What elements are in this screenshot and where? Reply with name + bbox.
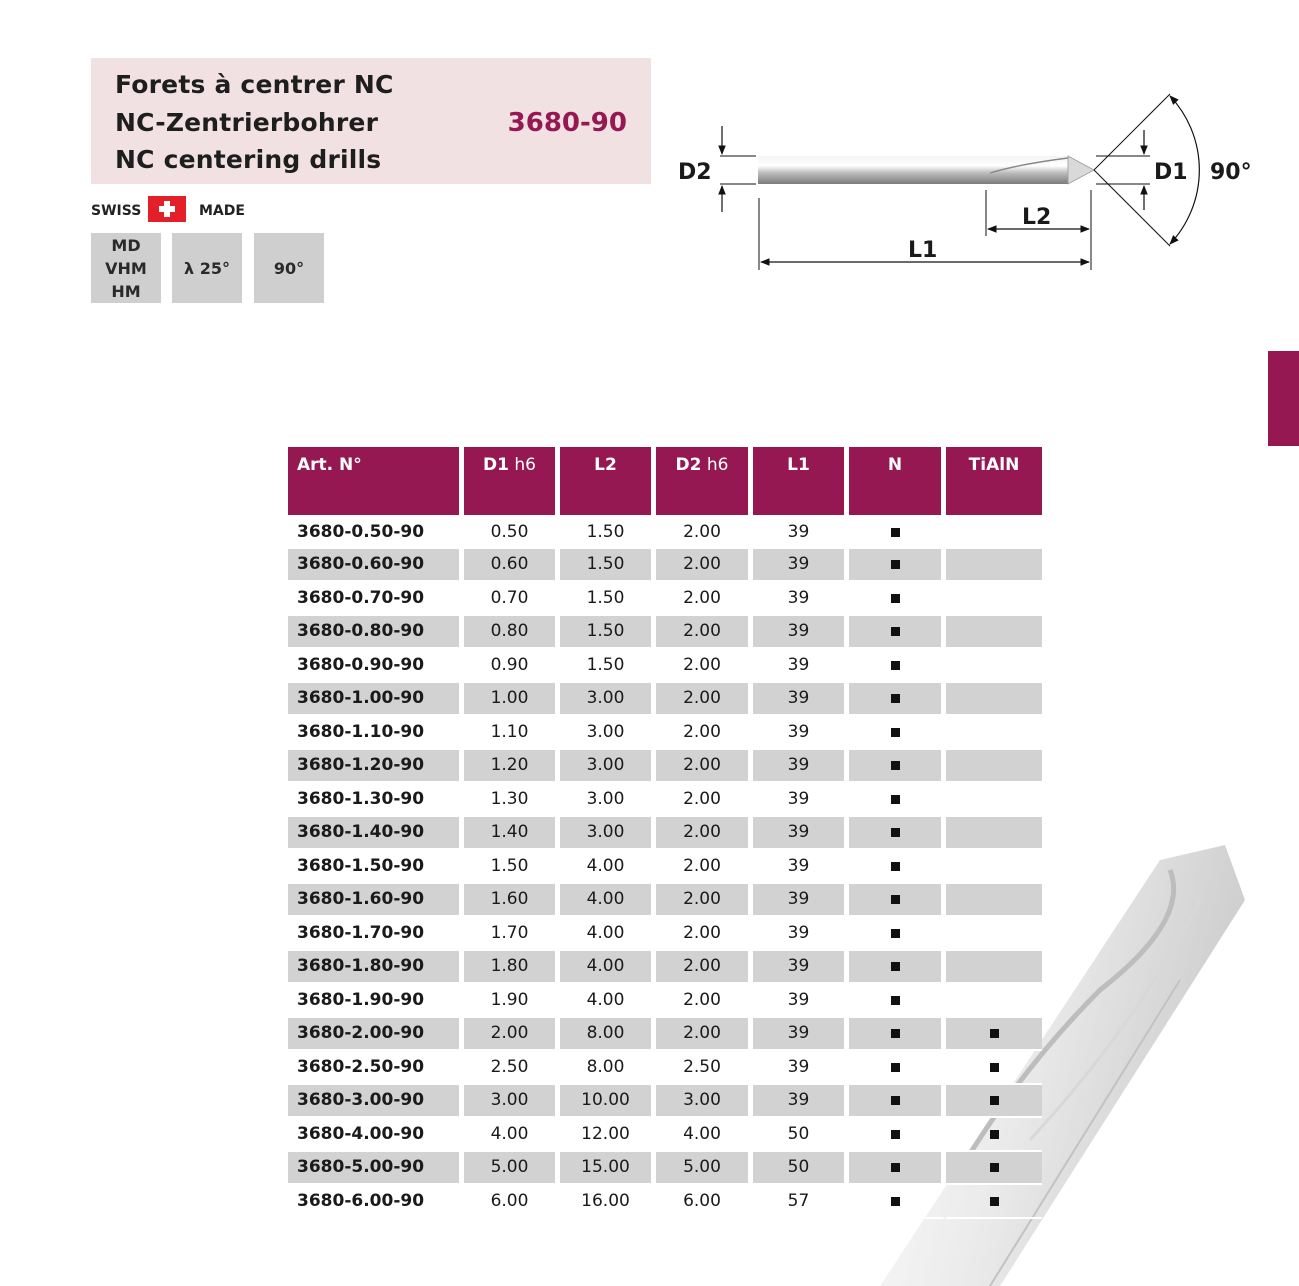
d1-cell: 2.00 <box>464 1018 560 1052</box>
column-header-art-no <box>288 447 464 515</box>
header-label: TiAlN <box>968 455 1020 475</box>
art-number-cell: 3680-2.50-90 <box>288 1051 464 1085</box>
angle-label: 90° <box>1210 160 1252 185</box>
filled-square-icon <box>891 795 900 804</box>
l2-cell: 8.00 <box>560 1018 656 1052</box>
filled-square-icon <box>891 1163 900 1172</box>
art-number-cell: 3680-1.20-90 <box>288 750 464 784</box>
d2-dimension <box>678 126 756 212</box>
d2-cell: 2.00 <box>656 917 753 951</box>
n-availability-cell <box>849 850 946 884</box>
d1-cell: 0.80 <box>464 616 560 650</box>
filled-square-icon <box>891 862 900 871</box>
tialn-availability-cell <box>946 783 1042 817</box>
art-number-cell: 3680-5.00-90 <box>288 1152 464 1186</box>
n-availability-cell <box>849 750 946 784</box>
d2-cell: 2.00 <box>656 951 753 985</box>
table-row <box>288 1018 1042 1052</box>
filled-square-icon <box>891 962 900 971</box>
filled-square-icon <box>891 828 900 837</box>
tialn-availability-cell <box>946 549 1042 583</box>
product-code: 3680-90 <box>507 108 627 138</box>
drill-outline <box>758 156 1094 184</box>
filled-square-icon <box>891 560 900 569</box>
product-table <box>288 447 1042 1219</box>
l1-cell: 39 <box>753 616 849 650</box>
tialn-availability-cell <box>946 850 1042 884</box>
column-header-n <box>849 447 946 515</box>
n-availability-cell <box>849 1152 946 1186</box>
d1-cell: 1.60 <box>464 884 560 918</box>
l2-cell: 8.00 <box>560 1051 656 1085</box>
title-panel <box>91 58 651 184</box>
d1-cell: 1.40 <box>464 817 560 851</box>
l2-cell: 4.00 <box>560 984 656 1018</box>
art-number-cell: 3680-0.60-90 <box>288 549 464 583</box>
art-number-cell: 3680-0.90-90 <box>288 649 464 683</box>
art-number-cell: 3680-0.70-90 <box>288 582 464 616</box>
d2-cell: 2.00 <box>656 582 753 616</box>
tialn-availability-cell <box>946 649 1042 683</box>
l1-cell: 39 <box>753 917 849 951</box>
l2-cell: 3.00 <box>560 817 656 851</box>
d1-cell: 1.90 <box>464 984 560 1018</box>
table-row <box>288 984 1042 1018</box>
art-number-cell: 3680-1.10-90 <box>288 716 464 750</box>
title-german: NC-Zentrierbohrer <box>115 108 379 137</box>
d2-cell: 2.00 <box>656 716 753 750</box>
d1-cell: 6.00 <box>464 1185 560 1219</box>
d2-cell: 2.00 <box>656 884 753 918</box>
art-number-cell: 3680-1.90-90 <box>288 984 464 1018</box>
material-hm: HM <box>111 281 141 301</box>
filled-square-icon <box>990 1130 999 1139</box>
swiss-flag-icon <box>148 196 186 222</box>
l2-cell: 3.00 <box>560 716 656 750</box>
l1-cell: 39 <box>753 716 849 750</box>
helix-angle: λ 25° <box>184 258 230 278</box>
n-availability-cell <box>849 1018 946 1052</box>
d2-cell: 2.00 <box>656 817 753 851</box>
filled-square-icon <box>891 929 900 938</box>
column-header-l2 <box>560 447 656 515</box>
table-row <box>288 1185 1042 1219</box>
art-number-cell: 3680-6.00-90 <box>288 1185 464 1219</box>
tialn-availability-cell <box>946 884 1042 918</box>
tialn-availability-cell <box>946 1185 1042 1219</box>
d1-cell: 1.10 <box>464 716 560 750</box>
art-number-cell: 3680-1.50-90 <box>288 850 464 884</box>
l1-cell: 39 <box>753 951 849 985</box>
table-row <box>288 750 1042 784</box>
title-english: NC centering drills <box>115 145 382 174</box>
l1-cell: 39 <box>753 1018 849 1052</box>
d1-cell: 0.90 <box>464 649 560 683</box>
table-header-row <box>288 447 1042 515</box>
d2-cell: 2.00 <box>656 616 753 650</box>
d1-cell: 3.00 <box>464 1085 560 1119</box>
table-row <box>288 1118 1042 1152</box>
filled-square-icon <box>891 694 900 703</box>
l2-cell: 4.00 <box>560 917 656 951</box>
header-label: D1 <box>483 455 509 475</box>
table-row <box>288 1085 1042 1119</box>
l2-cell: 3.00 <box>560 783 656 817</box>
d2-cell: 2.00 <box>656 549 753 583</box>
filled-square-icon <box>891 1063 900 1072</box>
art-number-cell: 3680-2.00-90 <box>288 1018 464 1052</box>
l1-cell: 39 <box>753 984 849 1018</box>
d1-label: D1 <box>1154 160 1188 185</box>
l2-cell: 1.50 <box>560 515 656 549</box>
d2-cell: 2.00 <box>656 750 753 784</box>
tialn-availability-cell <box>946 1118 1042 1152</box>
table-row <box>288 683 1042 717</box>
l1-cell: 39 <box>753 817 849 851</box>
l1-cell: 39 <box>753 683 849 717</box>
table-row <box>288 582 1042 616</box>
d2-cell: 2.00 <box>656 683 753 717</box>
d2-cell: 3.00 <box>656 1085 753 1119</box>
l2-cell: 15.00 <box>560 1152 656 1186</box>
drill-dimension-diagram <box>670 88 1270 288</box>
d2-cell: 6.00 <box>656 1185 753 1219</box>
d1-cell: 1.00 <box>464 683 560 717</box>
l1-cell: 50 <box>753 1118 849 1152</box>
l2-cell: 1.50 <box>560 549 656 583</box>
filled-square-icon <box>891 761 900 770</box>
filled-square-icon <box>891 1096 900 1105</box>
n-availability-cell <box>849 716 946 750</box>
n-availability-cell <box>849 549 946 583</box>
art-number-cell: 3680-4.00-90 <box>288 1118 464 1152</box>
filled-square-icon <box>990 1197 999 1206</box>
l1-cell: 50 <box>753 1152 849 1186</box>
column-header-tialn <box>946 447 1042 515</box>
helix-spec-box <box>172 233 242 303</box>
d1-cell: 1.20 <box>464 750 560 784</box>
section-tab <box>1268 351 1299 446</box>
n-availability-cell <box>849 1051 946 1085</box>
column-header-d1 <box>464 447 560 515</box>
column-header-l1 <box>753 447 849 515</box>
table-row <box>288 716 1042 750</box>
table-row <box>288 917 1042 951</box>
tialn-availability-cell <box>946 951 1042 985</box>
table-row <box>288 649 1042 683</box>
l2-cell: 10.00 <box>560 1085 656 1119</box>
n-availability-cell <box>849 683 946 717</box>
n-availability-cell <box>849 817 946 851</box>
filled-square-icon <box>891 895 900 904</box>
table-row <box>288 884 1042 918</box>
art-number-cell: 3680-3.00-90 <box>288 1085 464 1119</box>
d1-cell: 4.00 <box>464 1118 560 1152</box>
art-number-cell: 3680-1.70-90 <box>288 917 464 951</box>
filled-square-icon <box>891 594 900 603</box>
table-row <box>288 616 1042 650</box>
d2-cell: 5.00 <box>656 1152 753 1186</box>
d1-cell: 1.50 <box>464 850 560 884</box>
tialn-availability-cell <box>946 984 1042 1018</box>
l1-cell: 39 <box>753 783 849 817</box>
d2-cell: 2.00 <box>656 783 753 817</box>
l2-cell: 12.00 <box>560 1118 656 1152</box>
point-angle-spec-box <box>254 233 324 303</box>
n-availability-cell <box>849 515 946 549</box>
l1-cell: 39 <box>753 549 849 583</box>
n-availability-cell <box>849 649 946 683</box>
l1-cell: 39 <box>753 515 849 549</box>
tialn-availability-cell <box>946 917 1042 951</box>
filled-square-icon <box>891 1197 900 1206</box>
origin-right-label: MADE <box>199 203 245 219</box>
material-spec-box <box>91 233 161 303</box>
n-availability-cell <box>849 884 946 918</box>
art-number-cell: 3680-1.80-90 <box>288 951 464 985</box>
tialn-availability-cell <box>946 1085 1042 1119</box>
art-number-cell: 3680-0.50-90 <box>288 515 464 549</box>
l1-cell: 57 <box>753 1185 849 1219</box>
l1-cell: 39 <box>753 582 849 616</box>
header-label: L2 <box>594 455 617 475</box>
n-availability-cell <box>849 616 946 650</box>
d1-cell: 1.70 <box>464 917 560 951</box>
art-number-cell: 3680-0.80-90 <box>288 616 464 650</box>
header-label: D2 <box>675 455 702 475</box>
l1-cell: 39 <box>753 649 849 683</box>
n-availability-cell <box>849 984 946 1018</box>
d1-cell: 0.70 <box>464 582 560 616</box>
tialn-availability-cell <box>946 616 1042 650</box>
filled-square-icon <box>891 661 900 670</box>
column-header-d2 <box>656 447 753 515</box>
l1-cell: 39 <box>753 850 849 884</box>
l1-cell: 39 <box>753 1085 849 1119</box>
art-number-cell: 3680-1.40-90 <box>288 817 464 851</box>
l2-cell: 1.50 <box>560 616 656 650</box>
d1-cell: 5.00 <box>464 1152 560 1186</box>
d1-cell: 1.80 <box>464 951 560 985</box>
d2-cell: 2.00 <box>656 649 753 683</box>
l2-dimension <box>986 190 1091 270</box>
point-angle: 90° <box>273 258 305 278</box>
table-row <box>288 850 1042 884</box>
l2-cell: 1.50 <box>560 582 656 616</box>
d2-cell: 2.00 <box>656 515 753 549</box>
d1-dimension <box>1096 130 1188 210</box>
filled-square-icon <box>891 1130 900 1139</box>
header-label: L1 <box>787 455 810 475</box>
l2-cell: 3.00 <box>560 683 656 717</box>
l2-cell: 1.50 <box>560 649 656 683</box>
tialn-availability-cell <box>946 1018 1042 1052</box>
filled-square-icon <box>891 728 900 737</box>
d2-cell: 2.00 <box>656 1018 753 1052</box>
n-availability-cell <box>849 917 946 951</box>
tialn-availability-cell <box>946 515 1042 549</box>
art-number-cell: 3680-1.00-90 <box>288 683 464 717</box>
d1-cell: 0.60 <box>464 549 560 583</box>
filled-square-icon <box>990 1163 999 1172</box>
table-row <box>288 1152 1042 1186</box>
origin-left-label: SWISS <box>91 203 142 219</box>
n-availability-cell <box>849 1118 946 1152</box>
l2-label: L2 <box>1022 205 1052 230</box>
tialn-availability-cell <box>946 1051 1042 1085</box>
d2-cell: 2.50 <box>656 1051 753 1085</box>
l2-cell: 4.00 <box>560 850 656 884</box>
l1-cell: 39 <box>753 884 849 918</box>
header-label: N <box>887 455 903 475</box>
filled-square-icon <box>990 1063 999 1072</box>
d2-cell: 2.00 <box>656 850 753 884</box>
header-tolerance: h6 <box>701 455 729 475</box>
header-label: Art. N° <box>297 455 362 475</box>
d2-cell: 2.00 <box>656 984 753 1018</box>
filled-square-icon <box>891 627 900 636</box>
table-row <box>288 1051 1042 1085</box>
l1-cell: 39 <box>753 1051 849 1085</box>
d2-cell: 4.00 <box>656 1118 753 1152</box>
l1-cell: 39 <box>753 750 849 784</box>
n-availability-cell <box>849 582 946 616</box>
filled-square-icon <box>891 1029 900 1038</box>
material-md: MD <box>111 235 141 255</box>
l2-cell: 4.00 <box>560 951 656 985</box>
table-row <box>288 951 1042 985</box>
table-row <box>288 549 1042 583</box>
d2-label: D2 <box>678 160 712 185</box>
tialn-availability-cell <box>946 683 1042 717</box>
header-tolerance: h6 <box>508 455 536 475</box>
art-number-cell: 3680-1.60-90 <box>288 884 464 918</box>
tialn-availability-cell <box>946 1152 1042 1186</box>
l1-label: L1 <box>908 238 938 263</box>
l2-cell: 4.00 <box>560 884 656 918</box>
art-number-cell: 3680-1.30-90 <box>288 783 464 817</box>
d1-cell: 2.50 <box>464 1051 560 1085</box>
tialn-availability-cell <box>946 716 1042 750</box>
tialn-availability-cell <box>946 817 1042 851</box>
l2-cell: 16.00 <box>560 1185 656 1219</box>
table-row <box>288 783 1042 817</box>
title-french: Forets à centrer NC <box>115 70 394 99</box>
n-availability-cell <box>849 1085 946 1119</box>
material-vhm: VHM <box>105 258 147 278</box>
filled-square-icon <box>990 1096 999 1105</box>
table-row <box>288 515 1042 549</box>
n-availability-cell <box>849 783 946 817</box>
tialn-availability-cell <box>946 750 1042 784</box>
n-availability-cell <box>849 1185 946 1219</box>
d1-cell: 1.30 <box>464 783 560 817</box>
filled-square-icon <box>990 1029 999 1038</box>
filled-square-icon <box>891 528 900 537</box>
l2-cell: 3.00 <box>560 750 656 784</box>
table-row <box>288 817 1042 851</box>
n-availability-cell <box>849 951 946 985</box>
tialn-availability-cell <box>946 582 1042 616</box>
filled-square-icon <box>891 996 900 1005</box>
d1-cell: 0.50 <box>464 515 560 549</box>
